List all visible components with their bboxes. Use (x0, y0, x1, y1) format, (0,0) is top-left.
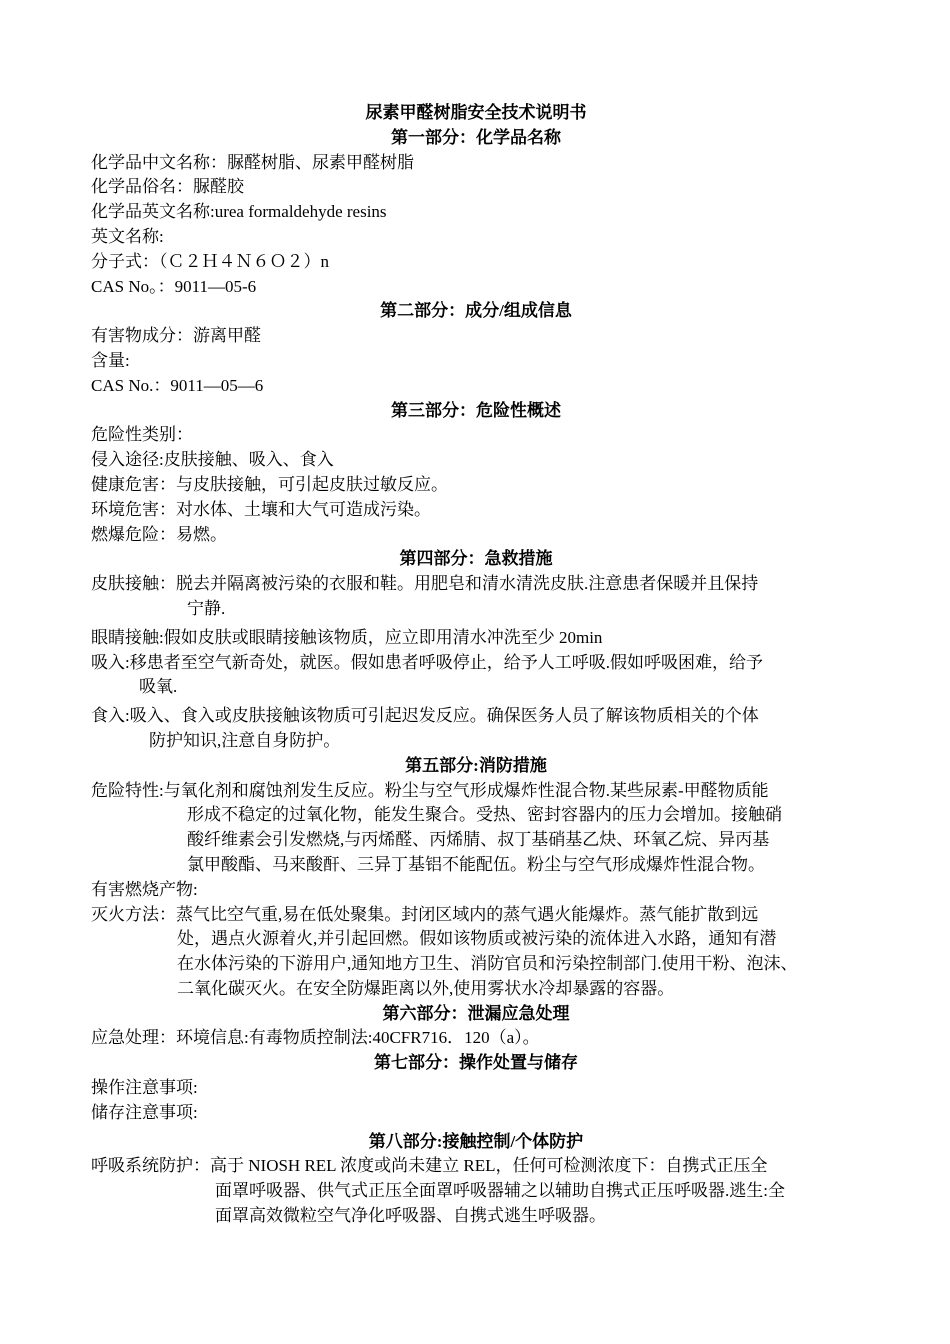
cas-line-1: CAS No。：9011—05-6 (91, 276, 257, 296)
storage-notes-line: 储存注意事项: (91, 1102, 198, 1122)
ingestion-line-2: 防护知识,注意自身防护。 (149, 730, 341, 750)
respiratory-protection-line-2: 面罩呼吸器、供气式正压全面罩呼吸器辅之以辅助自携式正压呼吸器.逃生:全 (215, 1181, 785, 1201)
section-7-heading: 第七部分：操作处置与储存 (374, 1053, 578, 1073)
hazard-component-line: 有害物成分：游离甲醛 (91, 326, 261, 346)
section-5-heading: 第五部分:消防措施 (405, 755, 547, 775)
fire-hazard-property-line-3: 酸纤维素会引发燃烧,与丙烯醛、丙烯腈、叔丁基硝基乙炔、环氧乙烷、异丙基 (187, 830, 770, 850)
section-2-heading: 第二部分：成分/组成信息 (380, 301, 572, 321)
extinguishing-line-3: 在水体污染的下游用户,通知地方卫生、消防官员和污染控制部门.使用干粉、泡沫、 (177, 954, 798, 974)
inhalation-line-2: 吸氧. (139, 677, 178, 697)
en-name-line: 化学品英文名称:urea formaldehyde resins (91, 202, 387, 222)
health-hazard-line: 健康危害：与皮肤接触，可引起皮肤过敏反应。 (91, 474, 448, 494)
fire-hazard-property-line-1: 危险特性:与氧化剂和腐蚀剂发生反应。粉尘与空气形成爆炸性混合物.某些尿素-甲醛物质能 (91, 780, 769, 800)
cn-name-line: 化学品中文名称：脲醛树脂、尿素甲醛树脂 (91, 152, 414, 172)
document-content (91, 101, 871, 1229)
extinguishing-line-2: 处，遇点火源着火,并引起回燃。假如该物质或被污染的流体进入水路，通知有潜 (177, 929, 777, 949)
content-line: 含量: (91, 350, 130, 370)
section-3-heading: 第三部分：危险性概述 (391, 400, 561, 420)
en-name2-line: 英文名称: (91, 226, 164, 246)
extinguishing-line-1: 灭火方法：蒸气比空气重,易在低处聚集。封闭区域内的蒸气遇火能爆炸。蒸气能扩散到远 (91, 904, 759, 924)
entry-route-line: 侵入途径:皮肤接触、吸入、食入 (91, 450, 334, 470)
section-8-heading: 第八部分:接触控制/个体防护 (368, 1131, 584, 1151)
fire-hazard-property-line-4: 氯甲酸酯、马来酸酐、三异丁基铝不能配伍。粉尘与空气形成爆炸性混合物。 (187, 854, 765, 874)
skin-contact-line-2: 宁静. (187, 598, 226, 618)
combustion-products-line: 有害燃烧产物: (91, 879, 198, 899)
emergency-handling-line: 应急处理：环境信息:有毒物质控制法:40CFR716．120（a）。 (91, 1028, 540, 1048)
skin-contact-line-1: 皮肤接触：脱去并隔离被污染的衣服和鞋。用肥皂和清水清洗皮肤.注意患者保暖并且保持 (91, 574, 759, 594)
section-1-heading: 第一部分：化学品名称 (391, 127, 561, 147)
inhalation-line-1: 吸入:移患者至空气新奇处，就医。假如患者呼吸停止，给予人工呼吸.假如呼吸困难，给予 (91, 652, 763, 672)
respiratory-protection-line-3: 面罩高效微粒空气净化呼吸器、自携式逃生呼吸器。 (215, 1206, 606, 1226)
environment-hazard-line: 环境危害：对水体、土壤和大气可造成污染。 (91, 499, 431, 519)
section-6-heading: 第六部分：泄漏应急处理 (382, 1003, 570, 1023)
formula-line: 分子式：（Ｃ２Ｈ４Ｎ６Ｏ２）n (91, 251, 329, 271)
extinguishing-line-4: 二氧化碳灭火。在安全防爆距离以外,使用雾状水冷却暴露的容器。 (177, 978, 675, 998)
handling-notes-line: 操作注意事项: (91, 1078, 198, 1098)
hazard-category-line: 危险性类别： (91, 425, 193, 445)
eye-contact-line: 眼睛接触:假如皮肤或眼睛接触该物质，应立即用清水冲洗至少 20min (91, 627, 603, 647)
cas-line-2: CAS No.：9011—05—6 (91, 375, 264, 395)
common-name-line: 化学品俗名：脲醛胶 (91, 177, 244, 197)
ingestion-line-1: 食入:吸入、食入或皮肤接触该物质可引起迟发反应。确保医务人员了解该物质相关的个体 (91, 706, 759, 726)
fire-hazard-line: 燃爆危险：易燃。 (91, 524, 227, 544)
section-4-heading: 第四部分：急救措施 (399, 549, 553, 569)
fire-hazard-property-line-2: 形成不稳定的过氧化物，能发生聚合。受热、密封容器内的压力会增加。接触硝 (187, 805, 782, 825)
respiratory-protection-line-1: 呼吸系统防护：高于 NIOSH REL 浓度或尚未建立 REL，任何可检测浓度下：自携式正压全 (91, 1156, 768, 1176)
document-title: 尿素甲醛树脂安全技术说明书 (365, 103, 587, 122)
